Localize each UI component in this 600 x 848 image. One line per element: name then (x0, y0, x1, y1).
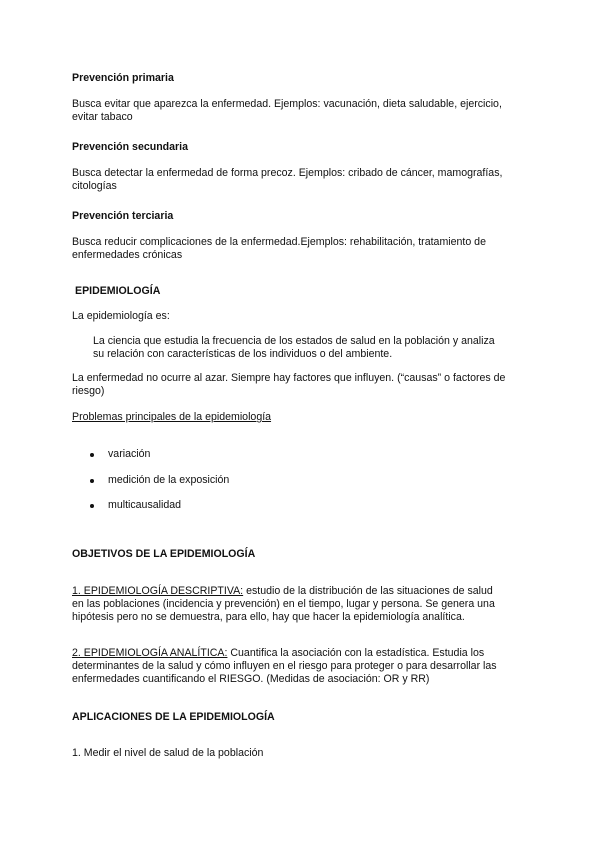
descriptive-line1 (72, 585, 493, 598)
epidemiology-note-line2: riesgo) (72, 385, 105, 397)
secondary-prevention-text-line1: Busca detectar la enfermedad de forma precoz. Ejemplos: cribado de cáncer, mamografías, (72, 167, 503, 179)
analytic-line1 (72, 647, 484, 660)
list-item-text: medición de la exposición (108, 474, 230, 486)
tertiary-prevention-heading: Prevención terciaria (72, 210, 174, 222)
descriptive-line3: hipótesis pero no se demuestra, para ello, hay que hacer la epidemiología analítica. (72, 611, 465, 623)
epidemiology-definition-line1: La ciencia que estudia la frecuencia de los estados de salud en la población y analiza (93, 335, 495, 347)
epidemiology-note-line1: La enfermedad no ocurre al azar. Siempre hay factores que influyen. (“causas” o factores de (72, 372, 506, 384)
bullet-icon (90, 504, 94, 508)
primary-prevention-text-line2: evitar tabaco (72, 111, 133, 123)
problems-heading: Problemas principales de la epidemiología (72, 411, 272, 423)
list-item-text: variación (108, 448, 151, 460)
applications-heading: APLICACIONES DE LA EPIDEMIOLOGÍA (72, 711, 275, 723)
analytic-line2: determinantes de la salud y cómo influyen en el riesgo para proteger o para desarrollar las (72, 660, 497, 672)
descriptive-title: 1. EPIDEMIOLOGÍA DESCRIPTIVA: (72, 585, 244, 597)
epidemiology-definition-line2: su relación con características de los individuos o del ambiente. (93, 348, 393, 360)
epidemiology-heading: EPIDEMIOLOGÍA (75, 285, 161, 297)
descriptive-line2: en las poblaciones (incidencia y prevención) en el tiempo, lugar y persona. Se genera una (72, 598, 495, 610)
analytic-line1-text: Cuantifica la asociación con la estadística. Estudia los (227, 647, 485, 659)
list-item-text: multicausalidad (108, 499, 182, 511)
objectives-heading: OBJETIVOS DE LA EPIDEMIOLOGÍA (72, 548, 256, 560)
primary-prevention-text-line1: Busca evitar que aparezca la enfermedad. Ejemplos: vacunación, dieta saludable, ejercicio, (72, 98, 502, 110)
epidemiology-intro: La epidemiología es: (72, 310, 170, 322)
secondary-prevention-heading: Prevención secundaria (72, 141, 188, 153)
bullet-icon (90, 453, 94, 457)
tertiary-prevention-text-line2: enfermedades crónicas (72, 249, 183, 261)
primary-prevention-heading: Prevención primaria (72, 72, 174, 84)
analytic-line3: enfermedades cuantificando el RIESGO. (Medidas de asociación: OR y RR) (72, 673, 430, 685)
bullet-icon (90, 479, 94, 483)
secondary-prevention-text-line2: citologías (72, 180, 117, 192)
descriptive-line1-text: estudio de la distribución de las situaciones de salud (243, 585, 493, 597)
analytic-title: 2. EPIDEMIOLOGÍA ANALÍTICA: (72, 647, 228, 659)
applications-item-1: 1. Medir el nivel de salud de la población (72, 747, 264, 759)
tertiary-prevention-text-line1: Busca reducir complicaciones de la enfermedad.Ejemplos: rehabilitación, tratamiento de (72, 236, 486, 248)
